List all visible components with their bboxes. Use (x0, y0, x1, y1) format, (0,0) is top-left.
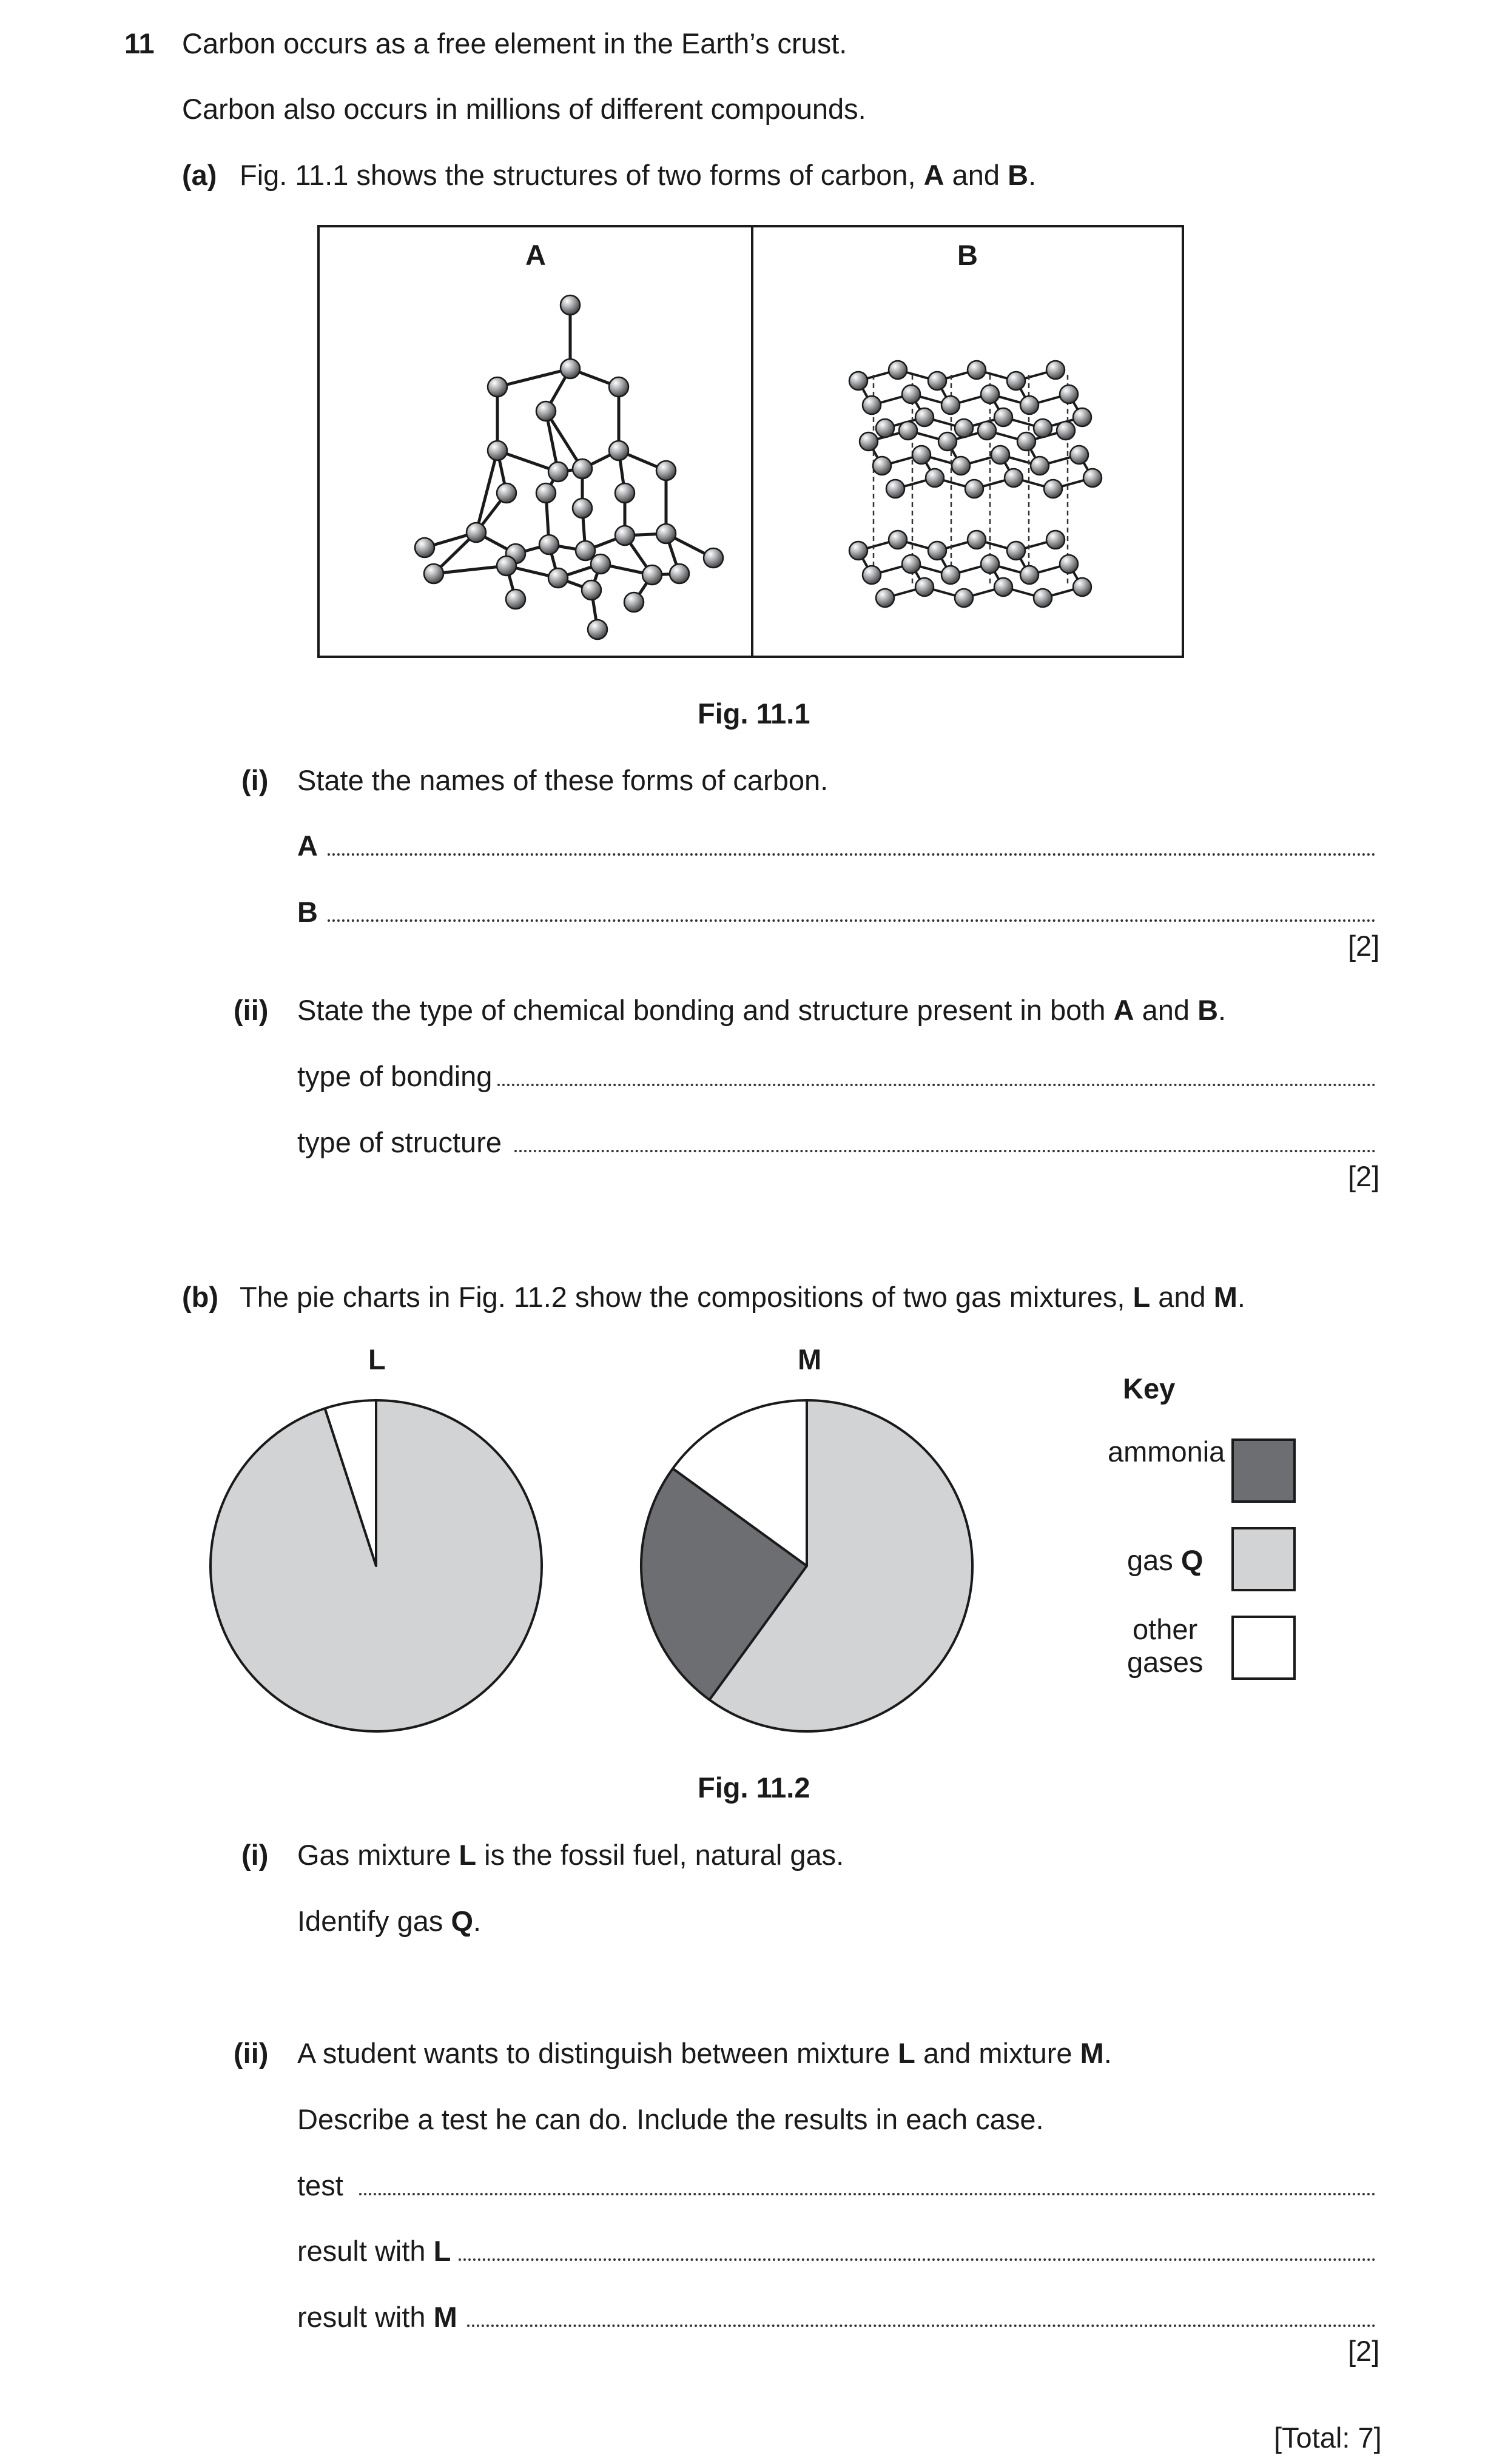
graphite-atom (860, 432, 878, 451)
diamond-atom (424, 564, 443, 583)
diamond-atom (670, 564, 689, 583)
marks-a-i: [2] (1348, 930, 1380, 962)
key-other-label-1: other (1133, 1613, 1198, 1645)
result-l-label: result with L (297, 2235, 451, 2267)
part-a-i-label: (i) (241, 764, 269, 796)
graphite-atom (1046, 531, 1065, 549)
part-a-label: (a) (182, 159, 217, 191)
graphite-atom (978, 421, 996, 440)
graphite-atom (902, 385, 920, 403)
graphite-atom (968, 531, 986, 549)
graphite-atom (873, 457, 891, 475)
graphite-atom (991, 446, 1009, 464)
diamond-atom (591, 554, 610, 574)
graphite-atom (863, 396, 881, 414)
graphite-atom (1060, 555, 1078, 573)
result-m-label: result with M (297, 2301, 457, 2333)
marks-b-ii: [2] (1348, 2335, 1380, 2367)
diamond-atom (582, 580, 601, 600)
graphite-atom (1034, 589, 1052, 607)
key-other-label-2: gases (1127, 1646, 1204, 1678)
diamond-atom (615, 526, 635, 545)
type-of-bonding-label: type of bonding (297, 1060, 493, 1092)
graphite-atom (915, 578, 934, 596)
graphite-atom (981, 385, 999, 403)
pie-m-label: M (798, 1343, 822, 1375)
graphite-atom (1083, 469, 1102, 487)
type-of-structure-line[interactable] (514, 1150, 1376, 1152)
answer-a-label: A (297, 830, 318, 862)
figure-11-2-pies (200, 1389, 1013, 1747)
diamond-atom (548, 462, 568, 482)
result-m-line[interactable] (467, 2325, 1376, 2327)
fig-11-1-caption: Fig. 11.1 (698, 697, 810, 730)
fig-11-2-caption: Fig. 11.2 (698, 1771, 810, 1804)
graphite-atom (849, 372, 867, 390)
graphite-atom (1060, 385, 1078, 403)
result-l-line[interactable] (459, 2258, 1376, 2261)
diamond-atom (488, 377, 507, 397)
diamond-atom (548, 568, 568, 588)
part-b-ii-label: (ii) (234, 2037, 269, 2069)
figure-11-1 (315, 223, 1189, 660)
part-b-i-label: (i) (241, 1839, 269, 1871)
pie-l-label: L (368, 1343, 386, 1375)
part-a-ii-text: State the type of chemical bonding and structure present in both A and B. (297, 994, 1227, 1026)
graphite-atom (926, 469, 944, 487)
graphite-atom (928, 372, 946, 390)
key-gas-q-swatch (1231, 1527, 1296, 1591)
type-of-bonding-line[interactable] (497, 1084, 1376, 1086)
part-b-stem: The pie charts in Fig. 11.2 show the compositions of two gas mixtures, L and M. (240, 1281, 1245, 1313)
key-gas-q-label: gas Q (1127, 1544, 1204, 1576)
type-of-structure-label: type of structure (297, 1126, 502, 1158)
graphite-atom (915, 408, 934, 426)
key-ammonia-swatch (1231, 1438, 1296, 1503)
graphite-atom (938, 432, 957, 451)
key-other-swatch (1231, 1616, 1296, 1680)
diamond-atom (536, 483, 556, 503)
total-marks: [Total: 7] (1274, 2422, 1382, 2454)
graphite-atom (1034, 419, 1052, 437)
intro-line-2: Carbon also occurs in millions of different compounds. (182, 93, 866, 125)
graphite-atom (1057, 421, 1075, 440)
graphite-atom (1044, 480, 1062, 498)
graphite-atom (955, 419, 973, 437)
graphite-atom (1020, 566, 1039, 584)
test-label: test (297, 2169, 343, 2201)
diamond-atom (506, 589, 525, 609)
pie-chart-l (210, 1400, 542, 1731)
part-a-i-text: State the names of these forms of carbon. (297, 764, 829, 796)
graphite-atom (863, 566, 881, 584)
graphite-atom (952, 457, 970, 475)
diamond-atom (588, 620, 607, 639)
diamond-atom (624, 593, 644, 612)
graphite-atom (1031, 457, 1049, 475)
diamond-atom (539, 535, 559, 554)
diamond-atom (615, 483, 635, 503)
diamond-atom (466, 523, 486, 542)
graphite-atom (1017, 432, 1035, 451)
diamond-atom (704, 548, 723, 568)
graphite-atom (912, 446, 931, 464)
diamond-atom (573, 459, 592, 478)
question-number: 11 (124, 27, 155, 59)
diamond-atom (488, 441, 507, 460)
part-b-ii-line-1: A student wants to distinguish between mixture L and mixture M. (297, 2037, 1112, 2069)
diamond-atom (656, 524, 676, 543)
test-line[interactable] (359, 2193, 1376, 2195)
pie-chart-m (641, 1400, 972, 1731)
graphite-atom (876, 419, 894, 437)
graphite-atom (1020, 396, 1039, 414)
diamond-atom (415, 538, 434, 557)
graphite-atom (955, 589, 973, 607)
graphite-atom (1046, 361, 1065, 379)
graphite-atom (994, 408, 1012, 426)
intro-line-1: Carbon occurs as a free element in the Earth’s crust. (182, 27, 847, 59)
part-b-i-line-1: Gas mixture L is the fossil fuel, natural gas. (297, 1839, 844, 1871)
fig-11-1-label-a: A (525, 239, 546, 271)
graphite-atom (941, 566, 960, 584)
graphite-atom (902, 555, 920, 573)
diamond-atom (609, 441, 628, 460)
part-b-label: (b) (182, 1281, 219, 1313)
graphite-atom (886, 480, 904, 498)
key-title: Key (1123, 1372, 1176, 1405)
diamond-atom (573, 499, 592, 518)
graphite-atom (899, 421, 917, 440)
graphite-atom (876, 589, 894, 607)
part-b-i-line-2: Identify gas Q. (297, 1905, 482, 1937)
answer-b-line[interactable] (328, 919, 1376, 922)
graphite-atom (941, 396, 960, 414)
answer-b-label: B (297, 896, 318, 928)
marks-a-ii: [2] (1348, 1160, 1380, 1192)
graphite-atom (1007, 542, 1025, 560)
graphite-atom (1005, 469, 1023, 487)
diamond-atom (497, 483, 516, 503)
diamond-atom (536, 401, 556, 421)
graphite-atom (889, 361, 907, 379)
graphite-atom (849, 542, 867, 560)
graphite-atom (928, 542, 946, 560)
graphite-atom (1073, 578, 1091, 596)
graphite-atom (994, 578, 1012, 596)
part-b-ii-line-2: Describe a test he can do. Include the results in each case. (297, 2103, 1044, 2135)
diamond-atom (561, 359, 580, 378)
diamond-atom (642, 565, 662, 585)
diamond-atom (497, 556, 516, 576)
answer-a-line[interactable] (328, 853, 1376, 856)
diamond-atom (561, 295, 580, 315)
graphite-atom (981, 555, 999, 573)
graphite-atom (968, 361, 986, 379)
graphite-atom (1007, 372, 1025, 390)
diamond-atom (609, 377, 628, 397)
diamond-atom (656, 461, 676, 480)
diamond-atom (576, 541, 595, 560)
key-ammonia-label: ammonia (1108, 1435, 1225, 1468)
part-a-ii-label: (ii) (234, 994, 269, 1026)
graphite-atom (889, 531, 907, 549)
graphite-atom (1073, 408, 1091, 426)
graphite-atom (965, 480, 983, 498)
part-a-stem: Fig. 11.1 shows the structures of two forms of carbon, A and B. (240, 159, 1037, 191)
graphite-atom (1070, 446, 1088, 464)
fig-11-1-label-b: B (957, 239, 978, 271)
